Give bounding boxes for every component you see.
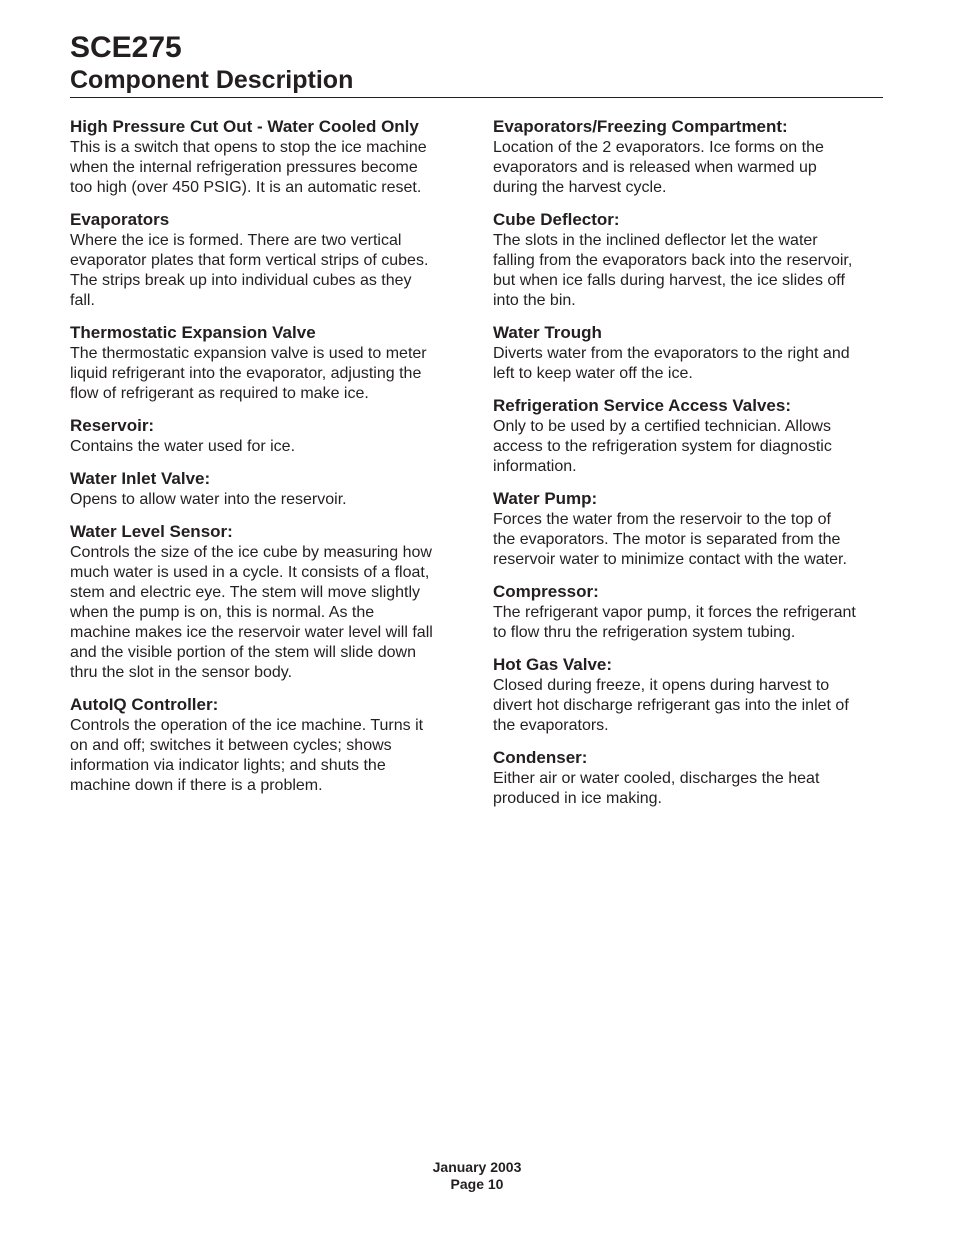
- description-line: flow of refrigerant as required to make ice.: [70, 385, 369, 402]
- footer-page-number: Page 10: [450, 1176, 504, 1192]
- component-heading: Evaporators/Freezing Compartment:: [493, 117, 788, 136]
- description-line: Location of the 2 evaporators. Ice forms on the: [493, 139, 824, 156]
- component-description: [493, 769, 885, 809]
- component-heading: Compressor:: [493, 582, 599, 601]
- component-section: [70, 209, 462, 311]
- description-line: evaporators and is released when warmed up: [493, 159, 817, 176]
- component-section: [493, 581, 885, 643]
- component-section: [493, 322, 885, 384]
- component-heading: Thermostatic Expansion Valve: [70, 323, 316, 342]
- description-line: to flow thru the refrigeration system tubing.: [493, 624, 796, 641]
- description-line: This is a switch that opens to stop the ice machine: [70, 139, 427, 156]
- component-heading: Evaporators: [70, 210, 170, 229]
- description-line: when the pump is on, this is normal. As the: [70, 604, 375, 621]
- component-heading: Water Pump:: [493, 489, 598, 508]
- component-heading: Water Inlet Valve:: [70, 469, 211, 488]
- component-description: [493, 231, 885, 311]
- description-line: divert hot discharge refrigerant gas into the inlet of: [493, 697, 849, 714]
- description-line: reservoir water to minimize contact with the water.: [493, 551, 847, 568]
- footer-date: January 2003: [432, 1159, 522, 1175]
- component-heading: Refrigeration Service Access Valves:: [493, 396, 791, 415]
- component-description: [493, 344, 885, 384]
- description-line: machine makes ice the reservoir water level will fall: [70, 624, 433, 641]
- component-description: [70, 716, 462, 796]
- component-heading: Condenser:: [493, 748, 588, 767]
- component-description: [493, 676, 885, 736]
- component-section: [70, 694, 462, 796]
- description-line: into the bin.: [493, 292, 576, 309]
- component-section: [493, 209, 885, 311]
- component-heading: AutoIQ Controller:: [70, 695, 219, 714]
- description-line: the evaporators. The motor is separated from the: [493, 531, 841, 548]
- description-line: Controls the operation of the ice machine. Turns it: [70, 717, 424, 734]
- description-line: The refrigerant vapor pump, it forces the refrigerant: [493, 604, 856, 621]
- page-footer: [0, 1159, 954, 1193]
- component-heading: Water Trough: [493, 323, 602, 342]
- description-line: information.: [493, 458, 577, 475]
- description-line: falling from the evaporators back into the reservoir,: [493, 252, 853, 269]
- description-line: Only to be used by a certified technician. Allows: [493, 418, 831, 435]
- description-line: Either air or water cooled, discharges the heat: [493, 770, 820, 787]
- description-line: produced in ice making.: [493, 790, 662, 807]
- description-line: thru the slot in the sensor body.: [70, 664, 293, 681]
- component-heading: High Pressure Cut Out - Water Cooled Only: [70, 117, 419, 136]
- component-section: [493, 747, 885, 809]
- page-header: [70, 30, 883, 98]
- description-line: on and off; switches it between cycles; shows: [70, 737, 392, 754]
- description-line: left to keep water off the ice.: [493, 365, 693, 382]
- component-section: [493, 395, 885, 477]
- component-description: [70, 543, 462, 683]
- description-line: and the visible portion of the stem will slide down: [70, 644, 416, 661]
- description-line: Closed during freeze, it opens during harvest to: [493, 677, 830, 694]
- component-description: [493, 417, 885, 477]
- description-line: liquid refrigerant into the evaporator, adjusting the: [70, 365, 422, 382]
- component-description: [70, 138, 462, 198]
- description-line: much water is used in a cycle. It consists of a float,: [70, 564, 430, 581]
- component-heading: Reservoir:: [70, 416, 155, 435]
- component-section: [493, 488, 885, 570]
- description-line: when the internal refrigeration pressures become: [70, 159, 418, 176]
- description-line: access to the refrigeration system for diagnostic: [493, 438, 832, 455]
- description-line: Diverts water from the evaporators to the right and: [493, 345, 850, 362]
- component-description: [70, 437, 462, 457]
- description-line: Contains the water used for ice.: [70, 438, 296, 455]
- component-section: [493, 654, 885, 736]
- description-line: information via indicator lights; and shuts the: [70, 757, 386, 774]
- left-column: [70, 116, 462, 807]
- description-line: The strips break up into individual cubes as they: [70, 272, 412, 289]
- right-column: [493, 116, 885, 820]
- description-line: during the harvest cycle.: [493, 179, 667, 196]
- description-line: stem and electric eye. The stem will move slightly: [70, 584, 421, 601]
- description-line: but when ice falls during harvest, the ice slides off: [493, 272, 845, 289]
- description-line: The thermostatic expansion valve is used to meter: [70, 345, 427, 362]
- description-line: evaporator plates that form vertical strips of cubes.: [70, 252, 429, 269]
- component-section: [70, 415, 462, 457]
- component-section: [70, 468, 462, 510]
- description-line: The slots in the inclined deflector let the water: [493, 232, 818, 249]
- component-section: [70, 521, 462, 683]
- model-title: SCE275: [70, 31, 182, 64]
- component-section: [70, 116, 462, 198]
- description-line: fall.: [70, 292, 95, 309]
- description-line: too high (over 450 PSIG). It is an automatic reset.: [70, 179, 422, 196]
- component-description: [70, 231, 462, 311]
- component-description: [493, 138, 885, 198]
- component-description: [493, 603, 885, 643]
- description-line: the evaporators.: [493, 717, 609, 734]
- component-heading: Cube Deflector:: [493, 210, 620, 229]
- description-line: Where the ice is formed. There are two vertical: [70, 232, 402, 249]
- component-heading: Water Level Sensor:: [70, 522, 233, 541]
- component-description: [70, 490, 462, 510]
- component-heading: Hot Gas Valve:: [493, 655, 613, 674]
- description-line: Opens to allow water into the reservoir.: [70, 491, 347, 508]
- component-description: [493, 510, 885, 570]
- page-subtitle: Component Description: [70, 66, 883, 98]
- component-section: [493, 116, 885, 198]
- component-description: [70, 344, 462, 404]
- component-section: [70, 322, 462, 404]
- description-line: machine down if there is a problem.: [70, 777, 323, 794]
- description-line: Controls the size of the ice cube by measuring how: [70, 544, 432, 561]
- description-line: Forces the water from the reservoir to the top of: [493, 511, 831, 528]
